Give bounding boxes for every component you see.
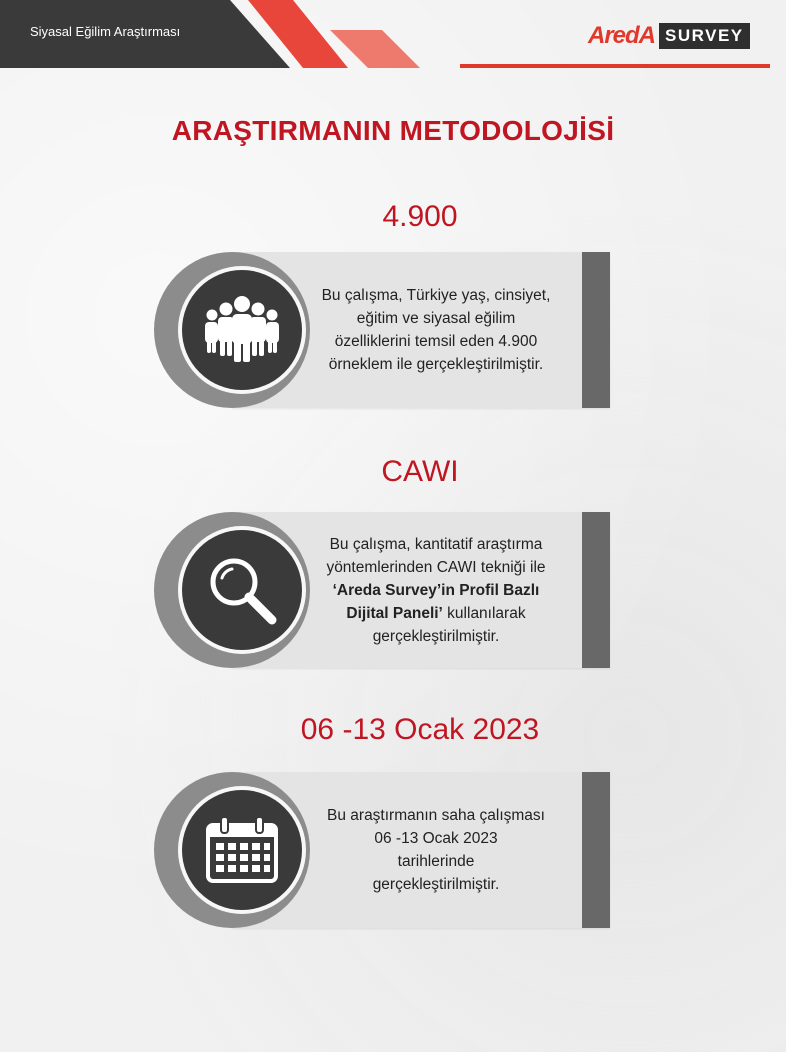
header-bar xyxy=(0,0,786,70)
people-group-icon xyxy=(182,270,302,390)
header-stripe-light xyxy=(330,30,420,68)
areda-survey-logo xyxy=(588,22,750,50)
card-line: Bu çalışma, Türkiye yaş, cinsiyet, xyxy=(321,287,551,304)
card-line: özelliklerini temsil eden 4.900 xyxy=(334,333,538,350)
section-heading-sample: 4.900 xyxy=(382,200,458,233)
card-text xyxy=(290,252,582,408)
card-line-mixed xyxy=(326,602,545,625)
logo-underline xyxy=(460,64,770,68)
section-heading-dates: 06 -13 Ocak 2023 xyxy=(300,713,540,746)
card-edge xyxy=(582,512,610,668)
card-line: 06 -13 Ocak 2023 xyxy=(374,830,498,847)
card-line: örneklem ile gerçekleştirilmiştir. xyxy=(328,356,544,373)
logo-brand: ArеdA xyxy=(588,22,656,49)
card-fragment: kullanılarak xyxy=(442,604,526,622)
card-line: Bu çalışma, kantitatif araştırma xyxy=(329,535,543,553)
card-line: tarihlerinde xyxy=(397,853,475,870)
card-edge xyxy=(582,252,610,408)
card-line: gerçekleştirilmiştir. xyxy=(372,627,500,645)
card-line: gerçekleştirilmiştir. xyxy=(372,876,500,893)
card-text xyxy=(290,772,582,928)
calendar-icon xyxy=(182,790,302,910)
header-title: Siyasal Eğilim Araştırması xyxy=(30,24,181,39)
info-card-dates xyxy=(150,772,610,928)
logo-suffix: SURVEY xyxy=(659,23,750,49)
card-edge xyxy=(582,772,610,928)
card-text xyxy=(290,512,582,668)
info-card-method xyxy=(150,512,610,668)
card-line: Bu araştırmanın saha çalışması xyxy=(327,807,545,824)
card-bold-fragment: Dijital Paneli’ xyxy=(346,604,443,622)
card-line: eğitim ve siyasal eğilim xyxy=(356,310,516,327)
card-line-bold: ‘Areda Survey’in Profil Bazlı xyxy=(332,581,540,599)
section-heading-method: CAWI xyxy=(381,455,459,488)
card-line: yöntemlerinden CAWI tekniği ile xyxy=(326,558,546,576)
info-card-sample xyxy=(150,252,610,408)
magnifier-icon xyxy=(182,530,302,650)
page-title: ARAŞTIRMANIN METODOLOJİSİ xyxy=(171,115,615,146)
